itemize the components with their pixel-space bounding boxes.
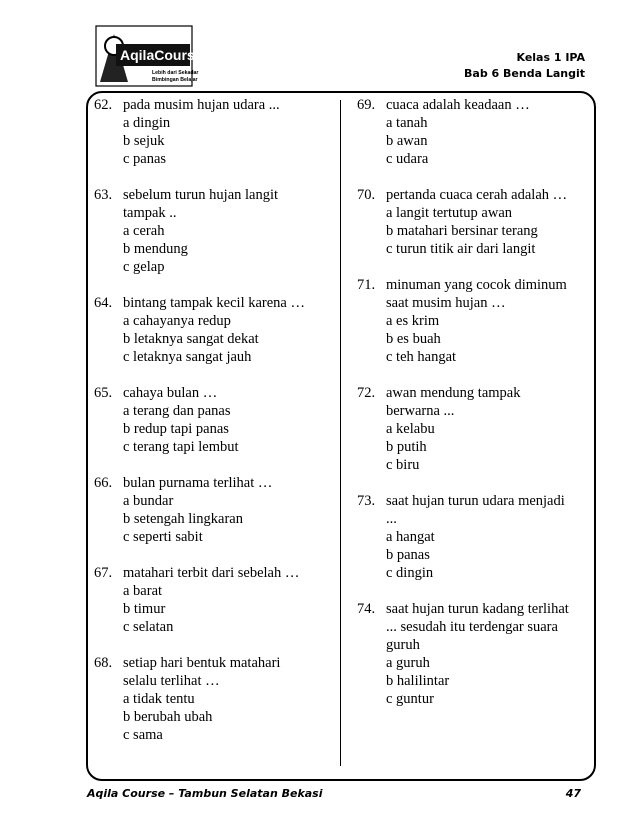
question-text: guruh xyxy=(386,637,420,653)
question-item xyxy=(357,276,589,366)
header-class: Kelas 1 IPA xyxy=(516,51,585,64)
question-number: 71. xyxy=(357,277,376,293)
answer-option: a barat xyxy=(123,583,163,599)
column-divider xyxy=(340,100,341,766)
question-number: 63. xyxy=(94,187,113,203)
question-item xyxy=(94,654,334,744)
question-body xyxy=(386,276,589,366)
answer-option: a terang dan panas xyxy=(123,403,231,419)
answer-option: b putih xyxy=(386,439,427,455)
question-number: 65. xyxy=(94,385,113,401)
answer-option: a hangat xyxy=(386,529,435,545)
question-text: setiap hari bentuk matahari xyxy=(123,655,281,671)
question-number: 67. xyxy=(94,565,113,581)
answer-option: c turun titik air dari langit xyxy=(386,241,536,257)
question-body xyxy=(123,654,334,744)
question-text: saat hujan turun kadang terlihat xyxy=(386,601,569,617)
question-number: 74. xyxy=(357,601,376,617)
aqilacourse-logo xyxy=(94,24,203,88)
answer-option: a tanah xyxy=(386,115,428,131)
question-number: 68. xyxy=(94,655,113,671)
answer-option: a bundar xyxy=(123,493,174,509)
question-text: bulan purnama terlihat … xyxy=(123,475,273,491)
question-item xyxy=(94,384,334,456)
question-body xyxy=(386,186,589,258)
answer-option: c panas xyxy=(123,151,167,167)
footer-publisher: Aqila Course – Tambun Selatan Bekasi xyxy=(87,787,323,800)
answer-option: b redup tapi panas xyxy=(123,421,229,437)
question-text: saat musim hujan … xyxy=(386,295,506,311)
question-number: 62. xyxy=(94,97,113,113)
answer-option: b timur xyxy=(123,601,166,617)
question-body xyxy=(386,96,589,168)
question-number: 69. xyxy=(357,97,376,113)
left-column xyxy=(94,96,334,762)
answer-option: a guruh xyxy=(386,655,430,671)
answer-option: c gelap xyxy=(123,259,165,275)
page-header xyxy=(464,50,585,82)
answer-option: c biru xyxy=(386,457,420,473)
answer-option: c seperti sabit xyxy=(123,529,203,545)
question-item xyxy=(94,474,334,546)
question-text: sebelum turun hujan langit xyxy=(123,187,279,203)
question-item xyxy=(357,96,589,168)
question-item xyxy=(94,564,334,636)
question-text: selalu terlihat … xyxy=(123,673,220,689)
answer-option: c udara xyxy=(386,151,429,167)
answer-option: c dingin xyxy=(386,565,434,581)
question-text: matahari terbit dari sebelah … xyxy=(123,565,300,581)
question-body xyxy=(386,492,589,582)
answer-option: b es buah xyxy=(386,331,441,347)
svg-text:Lebih dari Sekadar: Lebih dari Sekadar xyxy=(152,70,199,76)
question-body xyxy=(123,474,334,546)
answer-option: c selatan xyxy=(123,619,174,635)
answer-option: b mendung xyxy=(123,241,188,257)
question-body xyxy=(123,384,334,456)
svg-text:Bimbingan Belajar: Bimbingan Belajar xyxy=(152,77,198,83)
answer-option: a es krim xyxy=(386,313,440,329)
question-number: 72. xyxy=(357,385,376,401)
answer-option: a tidak tentu xyxy=(123,691,195,707)
question-text: bintang tampak kecil karena … xyxy=(123,295,305,311)
answer-option: c guntur xyxy=(386,691,434,707)
answer-option: b matahari bersinar terang xyxy=(386,223,538,239)
answer-option: b letaknya sangat dekat xyxy=(123,331,259,347)
question-number: 70. xyxy=(357,187,376,203)
question-text: berwarna ... xyxy=(386,403,455,419)
question-text: tampak .. xyxy=(123,205,177,221)
answer-option: a cahayanya redup xyxy=(123,313,231,329)
question-text: cuaca adalah keadaan … xyxy=(386,97,530,113)
question-text: ... sesudah itu terdengar suara xyxy=(386,619,558,635)
answer-option: b setengah lingkaran xyxy=(123,511,243,527)
question-text: saat hujan turun udara menjadi xyxy=(386,493,565,509)
svg-text:AqilaCourse: AqilaCourse xyxy=(120,47,203,63)
question-body xyxy=(123,186,334,276)
right-column xyxy=(357,96,589,726)
question-text: pada musim hujan udara ... xyxy=(123,97,280,113)
answer-option: b berubah ubah xyxy=(123,709,213,725)
question-text: cahaya bulan … xyxy=(123,385,218,401)
question-item xyxy=(94,96,334,168)
question-item xyxy=(94,294,334,366)
question-item xyxy=(357,600,589,708)
question-number: 73. xyxy=(357,493,376,509)
question-body xyxy=(386,600,589,708)
answer-option: b halilintar xyxy=(386,673,450,689)
question-item xyxy=(357,492,589,582)
question-text: pertanda cuaca cerah adalah … xyxy=(386,187,568,203)
answer-option: c letaknya sangat jauh xyxy=(123,349,252,365)
page-number: 47 xyxy=(565,787,581,800)
question-body xyxy=(123,294,334,366)
answer-option: a langit tertutup awan xyxy=(386,205,513,221)
answer-option: c teh hangat xyxy=(386,349,457,365)
question-item xyxy=(94,186,334,276)
question-body xyxy=(123,564,334,636)
answer-option: b sejuk xyxy=(123,133,165,149)
answer-option: a cerah xyxy=(123,223,165,239)
question-text: minuman yang cocok diminum xyxy=(386,277,567,293)
header-chapter: Bab 6 Benda Langit xyxy=(464,67,585,80)
answer-option: b awan xyxy=(386,133,428,149)
answer-option: c sama xyxy=(123,727,163,743)
question-number: 64. xyxy=(94,295,113,311)
question-text: ... xyxy=(386,511,397,527)
question-item xyxy=(357,186,589,258)
question-item xyxy=(357,384,589,474)
answer-option: a dingin xyxy=(123,115,171,131)
answer-option: c terang tapi lembut xyxy=(123,439,239,455)
question-text: awan mendung tampak xyxy=(386,385,521,401)
answer-option: a kelabu xyxy=(386,421,435,437)
question-body xyxy=(123,96,334,168)
question-body xyxy=(386,384,589,474)
answer-option: b panas xyxy=(386,547,430,563)
question-number: 66. xyxy=(94,475,113,491)
